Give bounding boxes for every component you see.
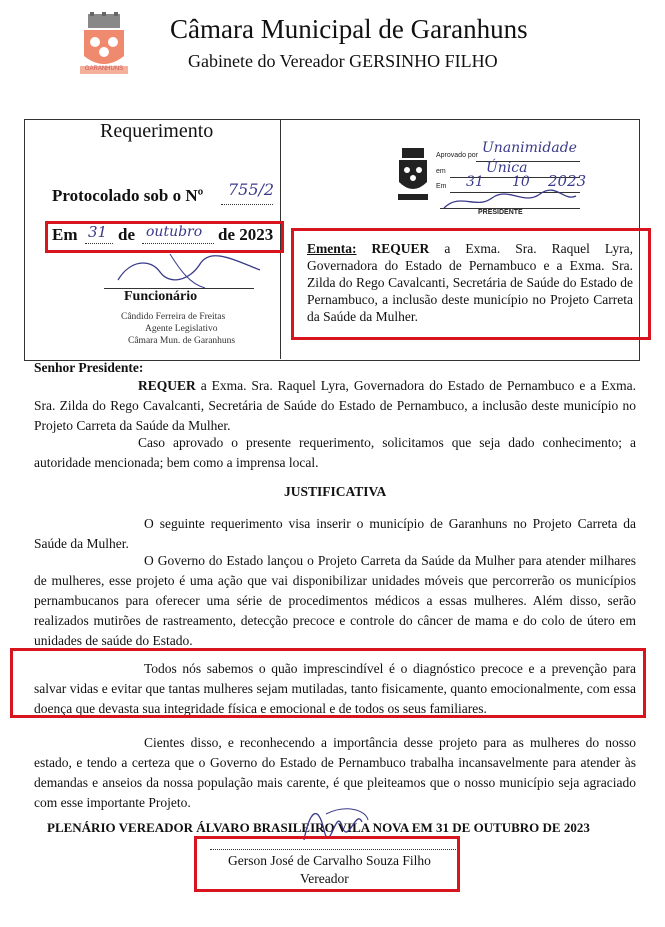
salutation: Senhor Presidente: (34, 360, 144, 375)
date-month-handwritten: outubro (146, 224, 203, 240)
plenario-line: PLENÁRIO VEREADOR ÁLVARO BRASILEIRO VILA NOVA EM 31 DE OUTUBRO DE 2023 (47, 820, 590, 835)
date-day-handwritten: 31 (88, 223, 108, 241)
ementa-label: Ementa: (307, 241, 357, 256)
protocol-line (221, 204, 273, 205)
chamber-title: Câmara Municipal de Garanhuns (170, 14, 528, 44)
official-org: Câmara Mun. de Garanhuns (128, 336, 236, 346)
councilor-role: Vereador (300, 871, 349, 886)
justificativa-paragraph-4: Cientes disso, e reconhecendo a importância desse projeto para as mulheres do nosso estado, e tendo a certeza que o Governo do Estado de Pernambuco trabalha incansavelmente para atender às demandas e anseios da nossa população mais carente, é que pleiteamos que o nosso município seja agraciado com esse importante Projeto. (34, 735, 636, 810)
justificativa-title: JUSTIFICATIVA (284, 484, 387, 499)
official-name: Cândido Ferreira de Freitas (121, 312, 226, 322)
stamp-date-label: Em (436, 183, 447, 190)
stamp-date-year: 2023 (548, 172, 587, 190)
official-title: Funcionário (124, 289, 198, 304)
requerimento-heading: Requerimento (100, 120, 214, 142)
approval-stamp-crest (396, 148, 430, 204)
justificativa-paragraph-2: O Governo do Estado lançou o Projeto Carreta da Saúde da Mulher para atender milhares de mulheres, esse projeto é uma ação que vai disponibilizar unidades móveis que percorrerão os municípios pernambucanos para oferecer uma série de procedimentos médicos a essas mulheres. Além disso, serão realizados mutirões de rastreamento, detecção precoce e controle do câncer de mama e do colo de útero em unidades de saúde do Estado. (34, 553, 636, 648)
approved-value: Unanimidade (482, 140, 577, 156)
signature-highlight-box (194, 836, 460, 892)
ementa-body: a Exma. Sra. Raquel Lyra, Governadora do Estado de Pernambuco e a Exma. Sra. Zilda do Rego Cavalcanti, Secretária de Saúde do Estado de Pernambuco, a inclusão deste município no Projeto Carreta da Saúde da Mulher. (307, 241, 634, 324)
justificativa-paragraph-1: O seguinte requerimento visa inserir o município de Garanhuns no Projeto Carreta da Saúde da Mulher. (34, 516, 636, 551)
ementa-highlight-box (291, 228, 651, 340)
body-paragraph-2: Caso aprovado o presente requerimento, solicitamos que seja dado conhecimento; a autoridade mencionada; bem como a imprensa local. (34, 435, 636, 470)
crest-caption: GARANHUNS (84, 66, 124, 72)
ementa-requer: REQUER (371, 241, 430, 256)
date-highlight-box (45, 221, 284, 253)
protocol-label: Protocolado sob o Nº (52, 186, 204, 205)
protocol-number: 755/2 (228, 180, 275, 199)
president-label: PRESIDENTE (478, 209, 523, 216)
official-role: Agente Legislativo (145, 324, 218, 334)
stamp-em-label: em (436, 168, 446, 175)
office-subtitle: Gabinete do Vereador GERSINHO FILHO (188, 51, 498, 71)
stamp-date-day: 31 (466, 174, 484, 190)
approved-label: Aprovado por (436, 152, 479, 159)
stamp-em-value: Única (486, 160, 528, 176)
body-paragraph-1: REQUER a Exma. Sra. Raquel Lyra, Governadora do Estado de Pernambuco e a Exma. Sra. Zilda do Rego Cavalcanti, Secretária de Saúde do Estado de Pernambuco, a inclusão deste município no Projeto Carreta da Saúde da Mulher. (34, 378, 637, 433)
justificativa-paragraph-3: Todos nós sabemos o quão imprescindível é o diagnóstico precoce e a prevenção para salvar vidas e evitar que tantas mulheres sejam mutiladas, tanto fisicamente, quanto emocionalmente, com essa doença que devasta sua integridade física e emocional e de todos os seus familiares. (34, 661, 636, 716)
councilor-name: Gerson José de Carvalho Souza Filho (228, 853, 431, 868)
date-line: Em de de 2023 (52, 225, 274, 244)
stamp-date-month: 10 (512, 174, 530, 190)
paragraph-highlight-box (10, 648, 646, 718)
